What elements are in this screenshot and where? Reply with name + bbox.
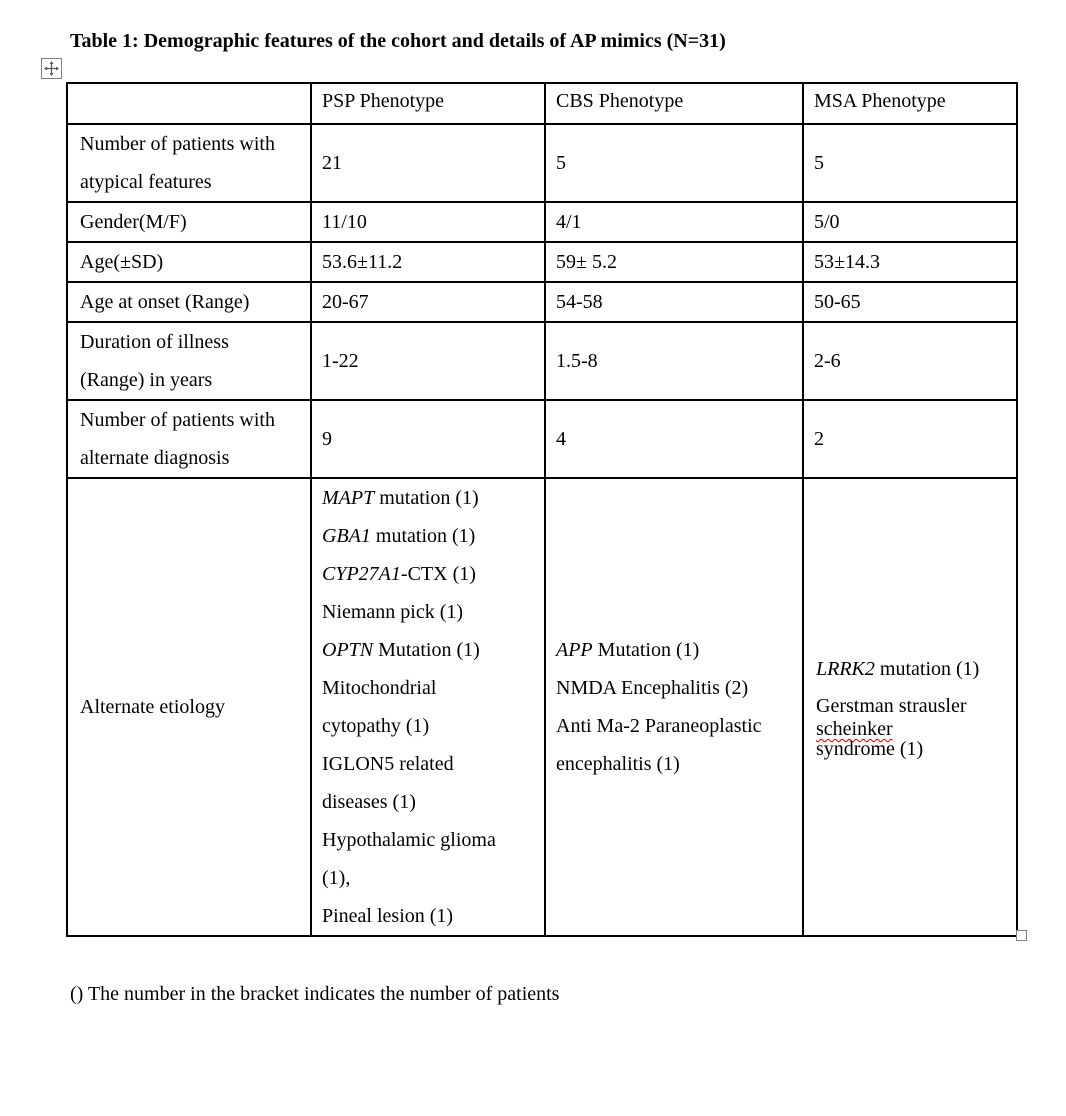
table-header-row xyxy=(67,83,1017,124)
table-row xyxy=(67,400,1017,478)
list-item: encephalitis (1) xyxy=(556,753,680,775)
cell-cbs: 5 xyxy=(545,124,803,202)
header-empty xyxy=(67,83,311,124)
header-psp: PSP Phenotype xyxy=(311,83,545,124)
row-label xyxy=(67,400,311,478)
row-label xyxy=(67,322,311,400)
list-item: Pineal lesion (1) xyxy=(322,905,454,927)
row-label: Gender(M/F) xyxy=(67,202,311,242)
move-icon[interactable] xyxy=(41,58,62,79)
table-row xyxy=(67,242,1017,282)
header-msa: MSA Phenotype xyxy=(803,83,1017,124)
demographics-table xyxy=(66,82,1018,937)
cell-psp: 9 xyxy=(311,400,545,478)
table-row xyxy=(67,202,1017,242)
row-label: Age at onset (Range) xyxy=(67,282,311,322)
list-item: Niemann pick (1) xyxy=(322,601,464,623)
list-item: GBA1 mutation (1) xyxy=(322,525,476,547)
list-item: LRRK2 mutation (1) xyxy=(816,658,980,680)
cell-msa-etiology xyxy=(803,478,1017,936)
cell-msa: 5/0 xyxy=(803,202,1017,242)
row-label-line: (Range) in years xyxy=(80,369,213,391)
cell-msa: 5 xyxy=(803,124,1017,202)
cell-cbs: 4/1 xyxy=(545,202,803,242)
list-item: diseases (1) xyxy=(322,791,416,813)
row-label: Alternate etiology xyxy=(67,478,311,936)
cell-cbs: 1.5-8 xyxy=(545,322,803,400)
cell-psp: 53.6±11.2 xyxy=(311,242,545,282)
table-title: Table 1: Demographic features of the cohort and details of AP mimics (N=31) xyxy=(70,30,726,52)
list-item: NMDA Encephalitis (2) xyxy=(556,677,749,699)
list-item: syndrome (1) xyxy=(816,738,924,760)
cell-msa: 50-65 xyxy=(803,282,1017,322)
list-item: IGLON5 related xyxy=(322,753,454,775)
cell-psp: 21 xyxy=(311,124,545,202)
table-row xyxy=(67,282,1017,322)
list-item: APP Mutation (1) xyxy=(556,639,700,661)
cell-cbs-etiology xyxy=(545,478,803,936)
list-item: MAPT mutation (1) xyxy=(322,487,479,509)
list-item: Gerstman strausler xyxy=(816,695,967,717)
footnote: () The number in the bracket indicates the number of patients xyxy=(70,983,560,1005)
table-row-etiology xyxy=(67,478,1017,936)
resize-handle-icon[interactable] xyxy=(1016,930,1027,941)
list-item: (1), xyxy=(322,867,351,889)
row-label-line: Number of patients with xyxy=(80,133,275,155)
cell-psp: 20-67 xyxy=(311,282,545,322)
cell-msa: 2-6 xyxy=(803,322,1017,400)
list-item: Hypothalamic glioma xyxy=(322,829,496,851)
list-item: cytopathy (1) xyxy=(322,715,430,737)
list-item: Anti Ma-2 Paraneoplastic xyxy=(556,715,762,737)
cell-msa: 2 xyxy=(803,400,1017,478)
row-label-line: Duration of illness xyxy=(80,331,229,353)
table-row xyxy=(67,124,1017,202)
list-item: Mitochondrial xyxy=(322,677,437,699)
cell-cbs: 59± 5.2 xyxy=(545,242,803,282)
cell-psp: 1-22 xyxy=(311,322,545,400)
row-label: Age(±SD) xyxy=(67,242,311,282)
row-label-line: Number of patients with xyxy=(80,409,275,431)
cell-cbs: 54-58 xyxy=(545,282,803,322)
cell-cbs: 4 xyxy=(545,400,803,478)
row-label-line: atypical features xyxy=(80,171,212,193)
cell-psp-etiology xyxy=(311,478,545,936)
list-item: scheinker xyxy=(816,718,893,740)
cell-psp: 11/10 xyxy=(311,202,545,242)
list-item: CYP27A1-CTX (1) xyxy=(322,563,476,585)
row-label xyxy=(67,124,311,202)
cell-msa: 53±14.3 xyxy=(803,242,1017,282)
header-cbs: CBS Phenotype xyxy=(545,83,803,124)
table-row xyxy=(67,322,1017,400)
list-item: OPTN Mutation (1) xyxy=(322,639,480,661)
row-label-line: alternate diagnosis xyxy=(80,447,230,469)
